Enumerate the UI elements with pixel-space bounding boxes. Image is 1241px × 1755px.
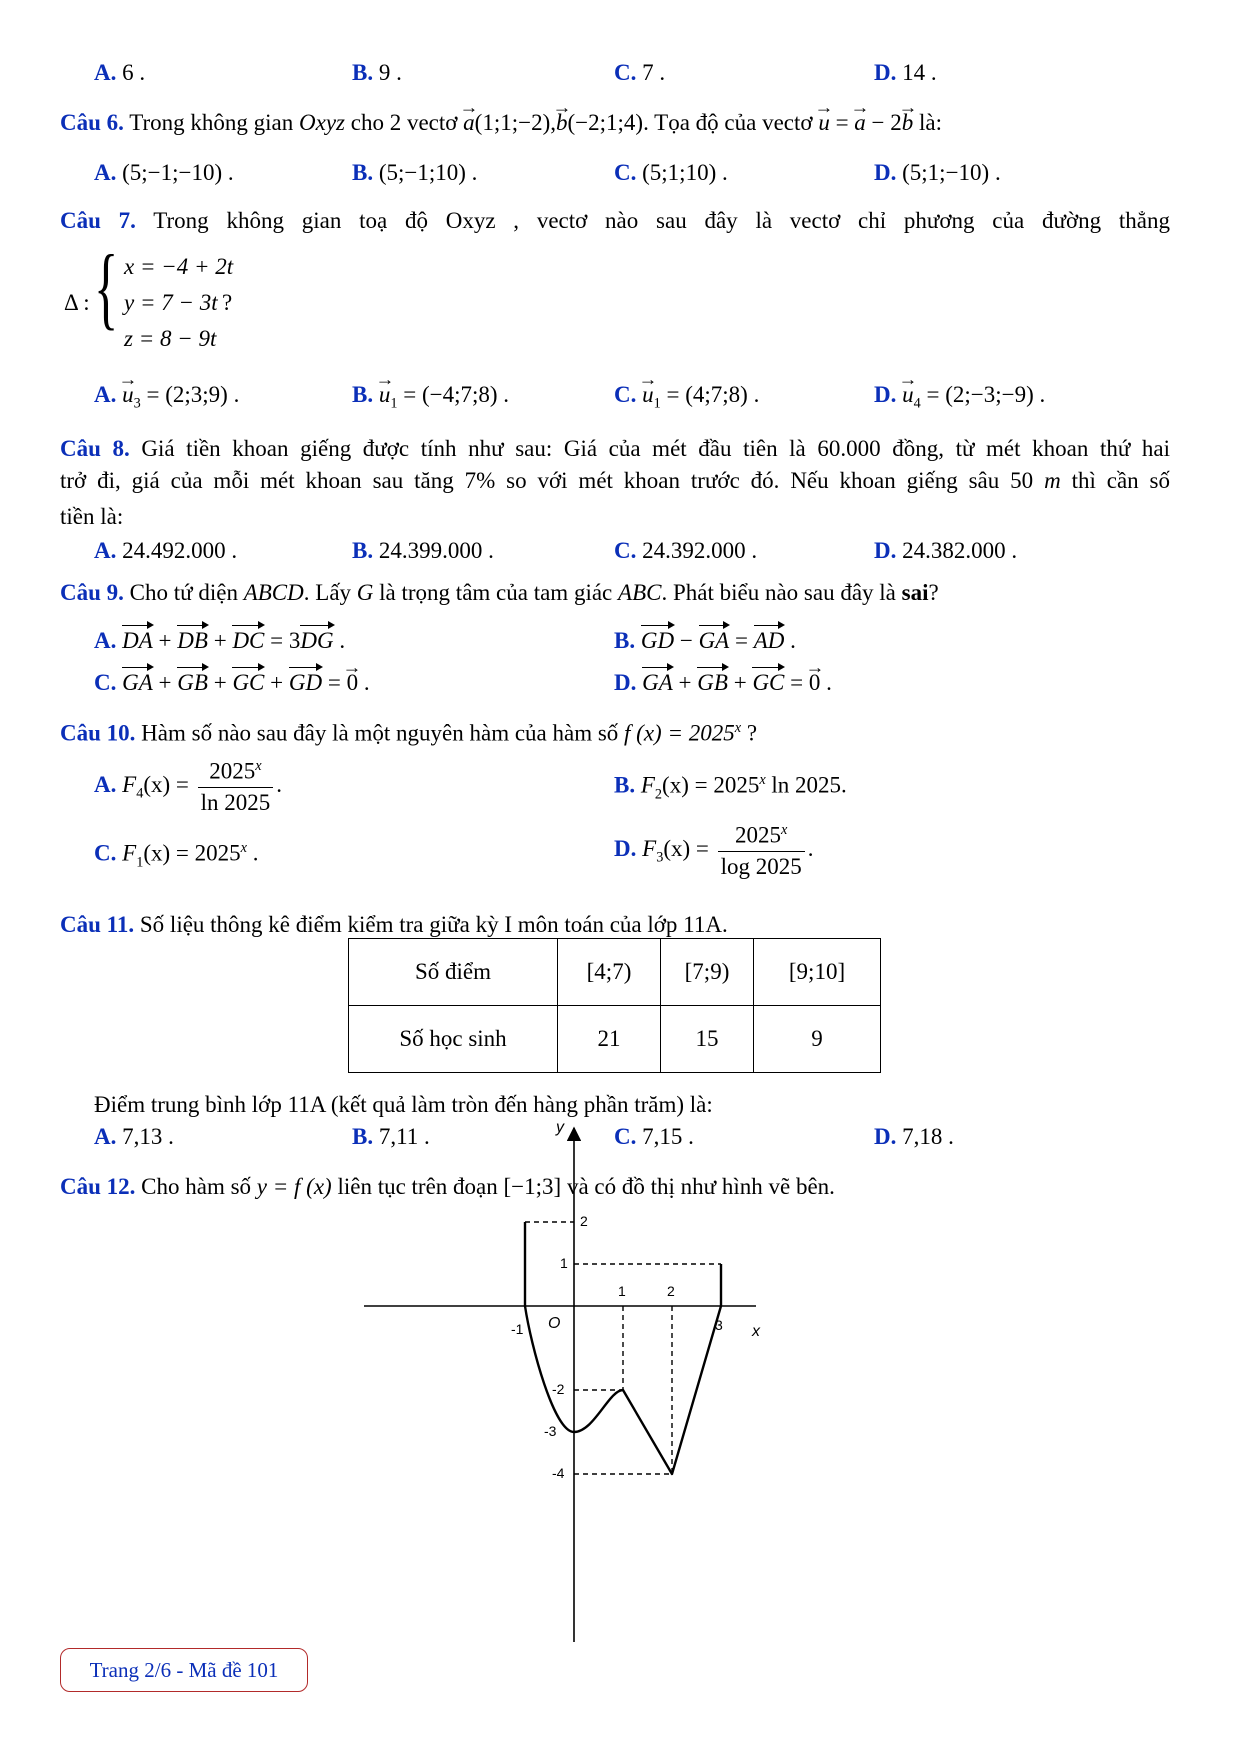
q5-answer-b: B. 9 .	[352, 60, 402, 85]
table-cell: Số học sinh	[349, 1006, 558, 1073]
table-cell: Số điểm	[349, 939, 558, 1006]
q7-answer-c: C. → $u_1$ = (4;7;8) .	[614, 382, 759, 413]
table-cell: 15	[661, 1006, 754, 1073]
q7-eq1: x = −4 + 2t	[124, 254, 234, 279]
q8-answer-d: D. 24.382.000 .	[874, 538, 1018, 563]
q11-answer-d: D. 7,18 .	[874, 1124, 954, 1149]
q6-answer-a: A. (5;−1;−10) .	[94, 160, 234, 185]
q7-answer-a: A. → $u_3$ = (2;3;9) .	[94, 382, 239, 413]
q6-answer-c: C. (5;1;10) .	[614, 160, 728, 185]
table-cell: 21	[558, 1006, 661, 1073]
q8-line1: Câu 8. Giá tiền khoan giếng được tính như sau: Giá của mét đầu tiên là 60.000 đồng, từ mét khoan thứ hai	[60, 436, 1171, 461]
q8-answer-c: C. 24.392.000 .	[614, 538, 758, 563]
q7-eq2: y = 7 − 3t	[124, 290, 218, 315]
q5-answer-d: D. 14 .	[874, 60, 937, 85]
origin-label: O	[548, 1315, 561, 1332]
y-tick-label: 2	[580, 1213, 588, 1229]
q11-stem: Câu 11. Số liệu thông kê điểm kiểm tra giữa kỳ I môn toán của lớp 11A.	[60, 912, 728, 937]
q7-answer-b: B. → $u_1$ = (−4;7;8) .	[352, 382, 509, 413]
y-tick-label: -2	[552, 1381, 565, 1397]
q6-answer-d: D. (5;1;−10) .	[874, 160, 1001, 185]
q8-line3: tiền là:	[60, 504, 124, 529]
q8-line2: trở đi, giá của mỗi mét khoan sau tăng 7% so với mét khoan trước đó. Nếu khoan giếng sâu 50 m thì cần số	[60, 468, 1171, 493]
q9-answer-d: D. GA + GB + GC = → 0 .	[614, 670, 832, 696]
q11-answer-b: B. 7,11 .	[352, 1124, 430, 1149]
table-cell: 9	[754, 1006, 881, 1073]
table-cell: [4;7)	[558, 939, 661, 1006]
q5-answer-a: A. 6 .	[94, 60, 146, 85]
x-tick-label: 2	[667, 1283, 675, 1299]
q11-question: Điểm trung bình lớp 11A (kết quả làm tròn đến hàng phần trăm) là:	[94, 1092, 713, 1117]
x-tick-label: -1	[511, 1321, 524, 1337]
q12-stem: Câu 12. Cho hàm số y = f (x) liên tục trên đoạn [−1;3] và có đồ thị như hình vẽ bên.	[60, 1174, 835, 1199]
q7-stem: Câu 7. Trong không gian toạ độ Oxyz , vectơ nào sau đây là vectơ chỉ phương của đường thẳng	[60, 208, 1170, 233]
q7-delta-label: Δ :	[64, 290, 90, 315]
table-cell: [7;9)	[661, 939, 754, 1006]
y-tick-label: 1	[560, 1255, 568, 1271]
q9-answer-b: B. GD − GA = AD .	[614, 628, 796, 653]
page-footer: Trang 2/6 - Mã đề 101	[60, 1648, 308, 1692]
q8-answer-a: A. 24.492.000 .	[94, 538, 238, 563]
q11-answer-c: C. 7,15 .	[614, 1124, 694, 1149]
q6-stem: Câu 6. Trong không gian Oxyz cho 2 vectơ → a(1;1;−2),→ b(−2;1;4). Tọa độ của vectơ → u = → a − 2→ b là:	[60, 110, 942, 136]
q10-answer-b: B. $F_2(x) = 2025^x$ ln 2025.	[614, 772, 847, 803]
q11-answer-a: A. 7,13 .	[94, 1124, 174, 1149]
q9-stem: Câu 9. Cho tứ diện ABCD. Lấy G là trọng tâm của tam giác ABC. Phát biểu nào sau đây là sai?	[60, 580, 939, 605]
table-row	[349, 939, 881, 1006]
q6-answer-b: B. (5;−1;10) .	[352, 160, 478, 185]
q10-stem: Câu 10. Hàm số nào sau đây là một nguyên hàm của hàm số f $(x) = 2025^x$ ?	[60, 720, 758, 746]
q7-question-mark: ?	[222, 290, 233, 315]
y-axis-label: y	[556, 1119, 564, 1136]
y-tick-label: -4	[552, 1465, 565, 1481]
x-tick-label: 1	[618, 1283, 626, 1299]
q10-answer-d: D. $F_3(x)$ = $\frac{2025^x}{\log 2025}$ .	[614, 822, 814, 879]
table-row	[349, 1006, 881, 1073]
q10-answer-c: C. $F_1(x) = 2025^x$ .	[94, 840, 259, 871]
q9-answer-c: C. GA + GB + GC + GD = → 0 .	[94, 670, 370, 696]
table-cell: [9;10]	[754, 939, 881, 1006]
q5-answer-c: C. 7 .	[614, 60, 666, 85]
q8-answer-b: B. 24.399.000 .	[352, 538, 494, 563]
q11-score-table	[348, 938, 881, 1073]
q7-system-brace: {	[94, 236, 119, 338]
q10-answer-a: A. $F_4(x)$ = $\frac{2025^x}{\ln 2025}$ .	[94, 758, 282, 815]
x-tick-label: 3	[715, 1317, 723, 1333]
x-axis-label: x	[752, 1323, 760, 1340]
q7-eq3: z = 8 − 9t	[124, 326, 217, 351]
q7-answer-d: D. → $u_4$ = (2;−3;−9) .	[874, 382, 1045, 413]
q9-answer-a: A. DA + DB + DC = 3DG .	[94, 628, 346, 653]
y-tick-label: -3	[544, 1423, 557, 1439]
